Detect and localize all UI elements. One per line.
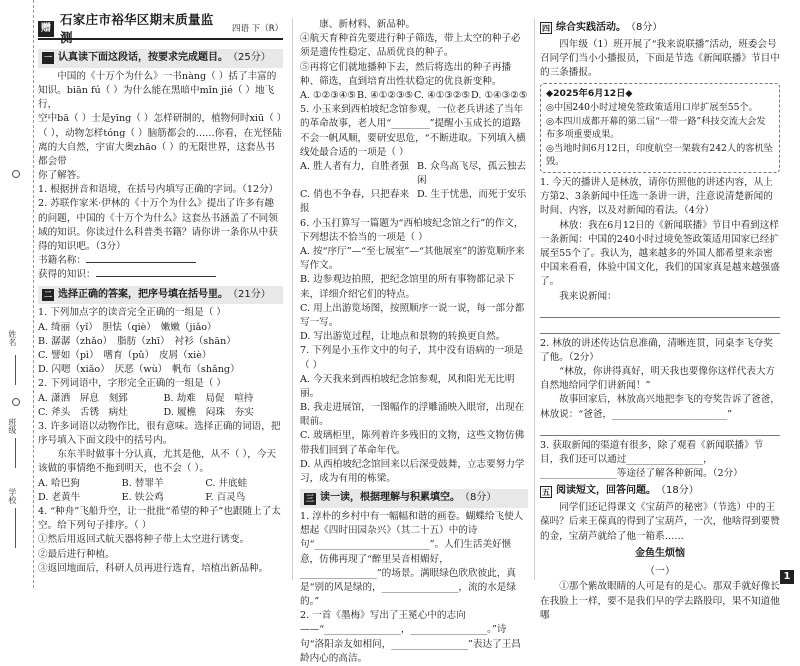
s2-q3-option[interactable]: F. 百灵鸟 xyxy=(205,491,246,503)
section-1-passage: 中国的《十万个为什么》一书nàng（ ）括了丰富的 知识。biān fú（ ）为什么能在黑暗中mǐn jié（ ）地飞行， 空中bā（ ）士是yīng（ ）怎样研制的，植物何时xiū（ ） （ ），动物怎样tóng（ ）脑筋都会的……你看，在光怪陆 离的大自然，宇宙大奥zhāo（ ）的无限世界，这套丛书都会带 你了解答。 xyxy=(38,70,287,182)
s2-q3-option[interactable]: B. 替罪羊 xyxy=(121,477,164,489)
s2-q4-option[interactable]: A. ①②③④⑤ xyxy=(300,89,357,101)
binding-hole xyxy=(12,398,20,406)
s2-q1-option[interactable]: B. 潺潺（zhǎo） 脂肪（zhī） 衬衫（shān） xyxy=(38,335,236,347)
s2-q5-option[interactable]: C. 俏也不争春，只把春来报 xyxy=(300,189,410,215)
s1-question-1: 1. 根据拼音和语境，在括号内填写正确的字词。（12分） xyxy=(38,184,279,196)
s4-q1-prompt: 我来说新闻： xyxy=(559,290,617,302)
column-right xyxy=(540,18,780,621)
s2-q3-text: 东东半时做事十分认真，尤其是他，从不（ ），今天该做的事情绝不拖到明天，也不会（ ）。 xyxy=(38,449,277,475)
binding-strip xyxy=(0,0,34,588)
s2-q7-option[interactable]: C. 玻璃柜里，陈列着许多残旧的文物，这些文物仿佛带我们回到了革命年代。 xyxy=(300,430,525,456)
column-middle xyxy=(300,18,528,664)
gift-badge: 赠 xyxy=(38,21,54,38)
news-date: ◆2025年6月12日◆ xyxy=(546,88,633,100)
s2-q4-option[interactable]: C. ④①③②⑤ xyxy=(414,89,471,101)
s2-question-4: 4. “种舟”飞船升空，让一批批“希望的种子”也跟随上了太空。给下列句子排序。（ ） xyxy=(38,506,281,532)
name-line xyxy=(15,355,16,385)
s2-question-6: 6. 小玉打算写一篇题为“西柏坡纪念馆之行”的作文，下列想法不恰当的一项是（ ） xyxy=(300,217,524,243)
class-label: 班级 xyxy=(7,418,17,434)
school-label: 学校 xyxy=(7,488,17,504)
s2-q4-item: ②最后进行种植。 xyxy=(38,548,115,560)
s2-q3-option[interactable]: E. 铁公鸡 xyxy=(121,491,164,503)
answer-line[interactable] xyxy=(540,321,780,334)
column-divider xyxy=(534,18,535,580)
book-name-field[interactable]: 书籍名称： xyxy=(38,254,283,268)
section-1-heading: 一 认真读下面这段话，按要求完成题目。 （25分） xyxy=(38,49,283,68)
s2-q7-option[interactable]: A. 今天我来到西柏坡纪念馆参观，风和阳光无比明丽。 xyxy=(300,373,515,399)
s2-q6-option[interactable]: D. 写出游览过程，让地点和景物的转换更自然。 xyxy=(300,331,506,343)
news-item: ◎本四川成都开幕的第二届“一带一路”科技交流大会发布多项重要成果。 xyxy=(546,115,766,141)
s4-q2-quote: “林放，你讲得真好，明天我也要像你这样代表大方自然地给同学们讲新闻！” xyxy=(540,366,776,392)
article-title: 金鱼生烦恼 xyxy=(635,547,685,559)
s1-question-2: 2. 苏联作家米·伊林的《十万个为什么》提出了许多有趣的问题，中国的《十万个为什么》这套丛书涵盖了不同领域的知识。你读过什么科普类书籍？请你讲一条你从中获得的知识吧。（3分） xyxy=(38,198,278,253)
answer-line[interactable] xyxy=(540,305,780,318)
s4-q2-text: 故事回家后，林放高兴地把李飞的夸奖告诉了爸爸，林放说：“爸爸，________________________” xyxy=(540,394,780,420)
binding-hole xyxy=(12,170,20,178)
page-number: 1 xyxy=(780,570,794,584)
name-label: 姓名 xyxy=(7,330,17,346)
s2-q4-option[interactable]: D. ①④③②⑤ xyxy=(471,89,528,101)
s4-question-1: 1. 今天的播讲人是林放，请你仿照他的讲述内容，从上方第2、3条新闻中任选一条讲一讲，注意说清楚新闻的时间、内容，以及对新闻的看法。（4分） xyxy=(540,177,773,217)
s2-q7-option[interactable]: B. 我走进展馆，一图幅作的浮雕涌映入眼帘，出现在眼前。 xyxy=(300,402,525,428)
s2-q3-option[interactable]: D. 老黄牛 xyxy=(38,491,81,503)
news-item: ◎中国240小时过境免签政策适用口岸扩展至55个。 xyxy=(546,101,758,113)
section-4-heading: 四 综合实践活动。 （8分） xyxy=(542,22,663,34)
s2-q2-option[interactable]: D. 履樵 闷珠 夯实 xyxy=(163,406,254,418)
news-notice-box xyxy=(540,83,780,173)
s2-q2-option[interactable]: B. 劫难 局促 喧持 xyxy=(163,392,254,404)
s2-q5-option[interactable]: A. 胜人者有力，自胜者强 xyxy=(300,160,409,172)
s2-q1-option[interactable]: D. 闪嗯（xiǎo） 厌恶（wù） 帆布（shǎng） xyxy=(38,364,240,376)
s2-question-7: 7. 下列是小玉作文中的句子，其中没有语病的一项是（ ） xyxy=(300,345,524,371)
school-line xyxy=(15,508,16,548)
s2-q4-item: ④航天育种首先要进行种子筛选，带上太空的种子必须是遗传性稳定、品质优良的种子。 xyxy=(300,33,521,59)
s2-q4-item: ③返回地面后，科研人员再进行选育，培植出新品种。 xyxy=(38,562,269,574)
column-left xyxy=(38,46,287,578)
s2-q5-option[interactable]: B. 众鸟高飞尽，孤云独去闲 xyxy=(417,160,527,187)
s2-question-2: 2. 下列词语中，字形完全正确的一组是（ ） xyxy=(38,378,226,390)
page-title: 石家庄市裕华区期末质量监测 xyxy=(60,11,214,45)
column-divider xyxy=(292,18,293,580)
article-part: （一） xyxy=(645,565,675,577)
s2-q6-option[interactable]: C. 用上出游览场图，按照顺序一说一说，每一部分都写一写。 xyxy=(300,302,525,328)
news-item: ◎当地时间6月12日，印度航空一架载有242人的客机坠毁。 xyxy=(546,142,773,168)
s4-intro: 四年级（1）班开展了“我来说联播”活动，班委会号召同学们当小小播报员，下面是节选《新闻联播》节目中的三条播报。 xyxy=(540,38,780,79)
s2-q7-option[interactable]: D. 从西柏坡纪念馆回来以后深受鼓舞，立志要努力学习，成为有用的栋梁。 xyxy=(300,458,525,484)
s2-question-1: 1. 下列加点字的读音完全正确的一组是（ ） xyxy=(38,307,226,319)
answer-line[interactable] xyxy=(540,423,780,436)
s2-q2-option[interactable]: C. 斧头 舌锈 病灶 xyxy=(38,406,128,418)
s2-q6-option[interactable]: A. 按“序厅”—“至七展室”—“其他展室”的游览顺序来写作文。 xyxy=(300,246,525,272)
s4-question-2: 2. 林放的讲述传达信息准确，清晰连贯，同桌李飞夺奖了他。（2分） xyxy=(540,337,773,363)
s2-q1-option[interactable]: A. 绮丽（yǐ） 胆怯（qiè） 嫩嫩（jiǎo） xyxy=(38,321,217,333)
s5-intro: 同学们还记得课文《宝葫芦的秘密》（节选）中的王葆吗？后来王葆真的得到了宝葫芦，一次，他啥得到要赞的金，宝葫芦就给了他一箱系…… xyxy=(540,502,780,542)
s3-question-1: 1. 淳朴的乡村中有一幅幅和谐的画卷。蝴蝶给飞使人想起《四时田园杂兴》（其二十五）中的诗句“________________________”。人们生活美好惬意，仿佛再现了“醉里吴音相媚好，________________”的场景。满眼绿色欣欣彼此，真是“别的风是绿的，________________，流的水是绿的。” xyxy=(300,510,524,608)
section-3-heading: 三 读一读，根据理解与积累填空。 （8分） xyxy=(300,489,528,508)
s2-q4-continued: 康、新材料、新品种。 xyxy=(319,19,416,30)
s2-q5-option[interactable]: D. 生于忧患，而死于安乐 xyxy=(417,189,527,201)
s4-question-3: 3. 获取新闻的渠道有很多，除了观看《新闻联播》节目，我们还可以通过________________，________________等途径了解各种新闻。（2分） xyxy=(540,439,764,480)
s2-q4-item: ①然后用返回式航天器将种子带上太空进行诱变。 xyxy=(38,534,250,546)
class-line xyxy=(15,438,16,468)
s2-question-5: 5. 小玉来到西柏坡纪念馆参观，一位老兵讲述了当年的革命故事，老人用“________”提醒小玉成长的道路不会一帆风顺，要研安思危，“不断进取。下列填入横线处最合适的一项是（ ） xyxy=(300,104,526,158)
s2-q3-option[interactable]: C. 井底蛙 xyxy=(205,477,248,489)
article-paragraph: ①那个紫故眼睛的人可是有的是心。那双手就好像长在我脸上一样，要不是我们早的学去路股印，果不知道他哪 xyxy=(540,581,780,621)
knowledge-field[interactable]: 获得的知识： xyxy=(38,268,283,282)
page-header xyxy=(38,11,284,45)
section-5-heading: 五 阅读短文，回答问题。 （18分） xyxy=(542,485,699,497)
s2-q6-option[interactable]: B. 边参观边拍照，把纪念馆里的所有事物都记录下来，详细介绍它们的特点。 xyxy=(300,274,515,300)
page-subtitle: 四语 下（R） xyxy=(232,23,284,34)
s2-q3-option[interactable]: A. 哈巴狗 xyxy=(38,477,80,489)
s2-q2-option[interactable]: A. 潇洒 屏息 刻郅 xyxy=(38,392,128,404)
s3-question-2: 2. 一首《墨梅》写出了王冕心中的志向——“________________，________________。”诗句“洛阳亲友如相问，________________”表达了王昌龄内心的高洁。 xyxy=(300,610,521,664)
s2-q1-option[interactable]: C. 譬如（pì） 嗜育（pǔ） 皮屑（xiè） xyxy=(38,349,212,361)
section-2-heading: 二 选择正确的答案，把序号填在括号里。 （21分） xyxy=(38,286,283,305)
s2-question-3: 3. 许多词语以动物作比，很有意味。选择正确的词语，把序号填入下面文段中的括号内。 xyxy=(38,420,281,447)
s2-q4-option[interactable]: B. ④①②③⑤ xyxy=(357,89,414,101)
s4-q1-example: 林放：我在6月12日的《新闻联播》节目中看到这样一条新闻：中国的240小时过境免签政策适用国家已经扩展至55个了。我认为，越来越多的外国人都希望来亲密中国来看看，体验中国文化，我们的国家真是越来越强盛了。 xyxy=(540,219,780,288)
s2-q4-item: ⑤再将它们就地播种下去，然后将选出的种子再播种、筛选，直到培育出性状稳定的优良新变种。 xyxy=(300,61,512,87)
